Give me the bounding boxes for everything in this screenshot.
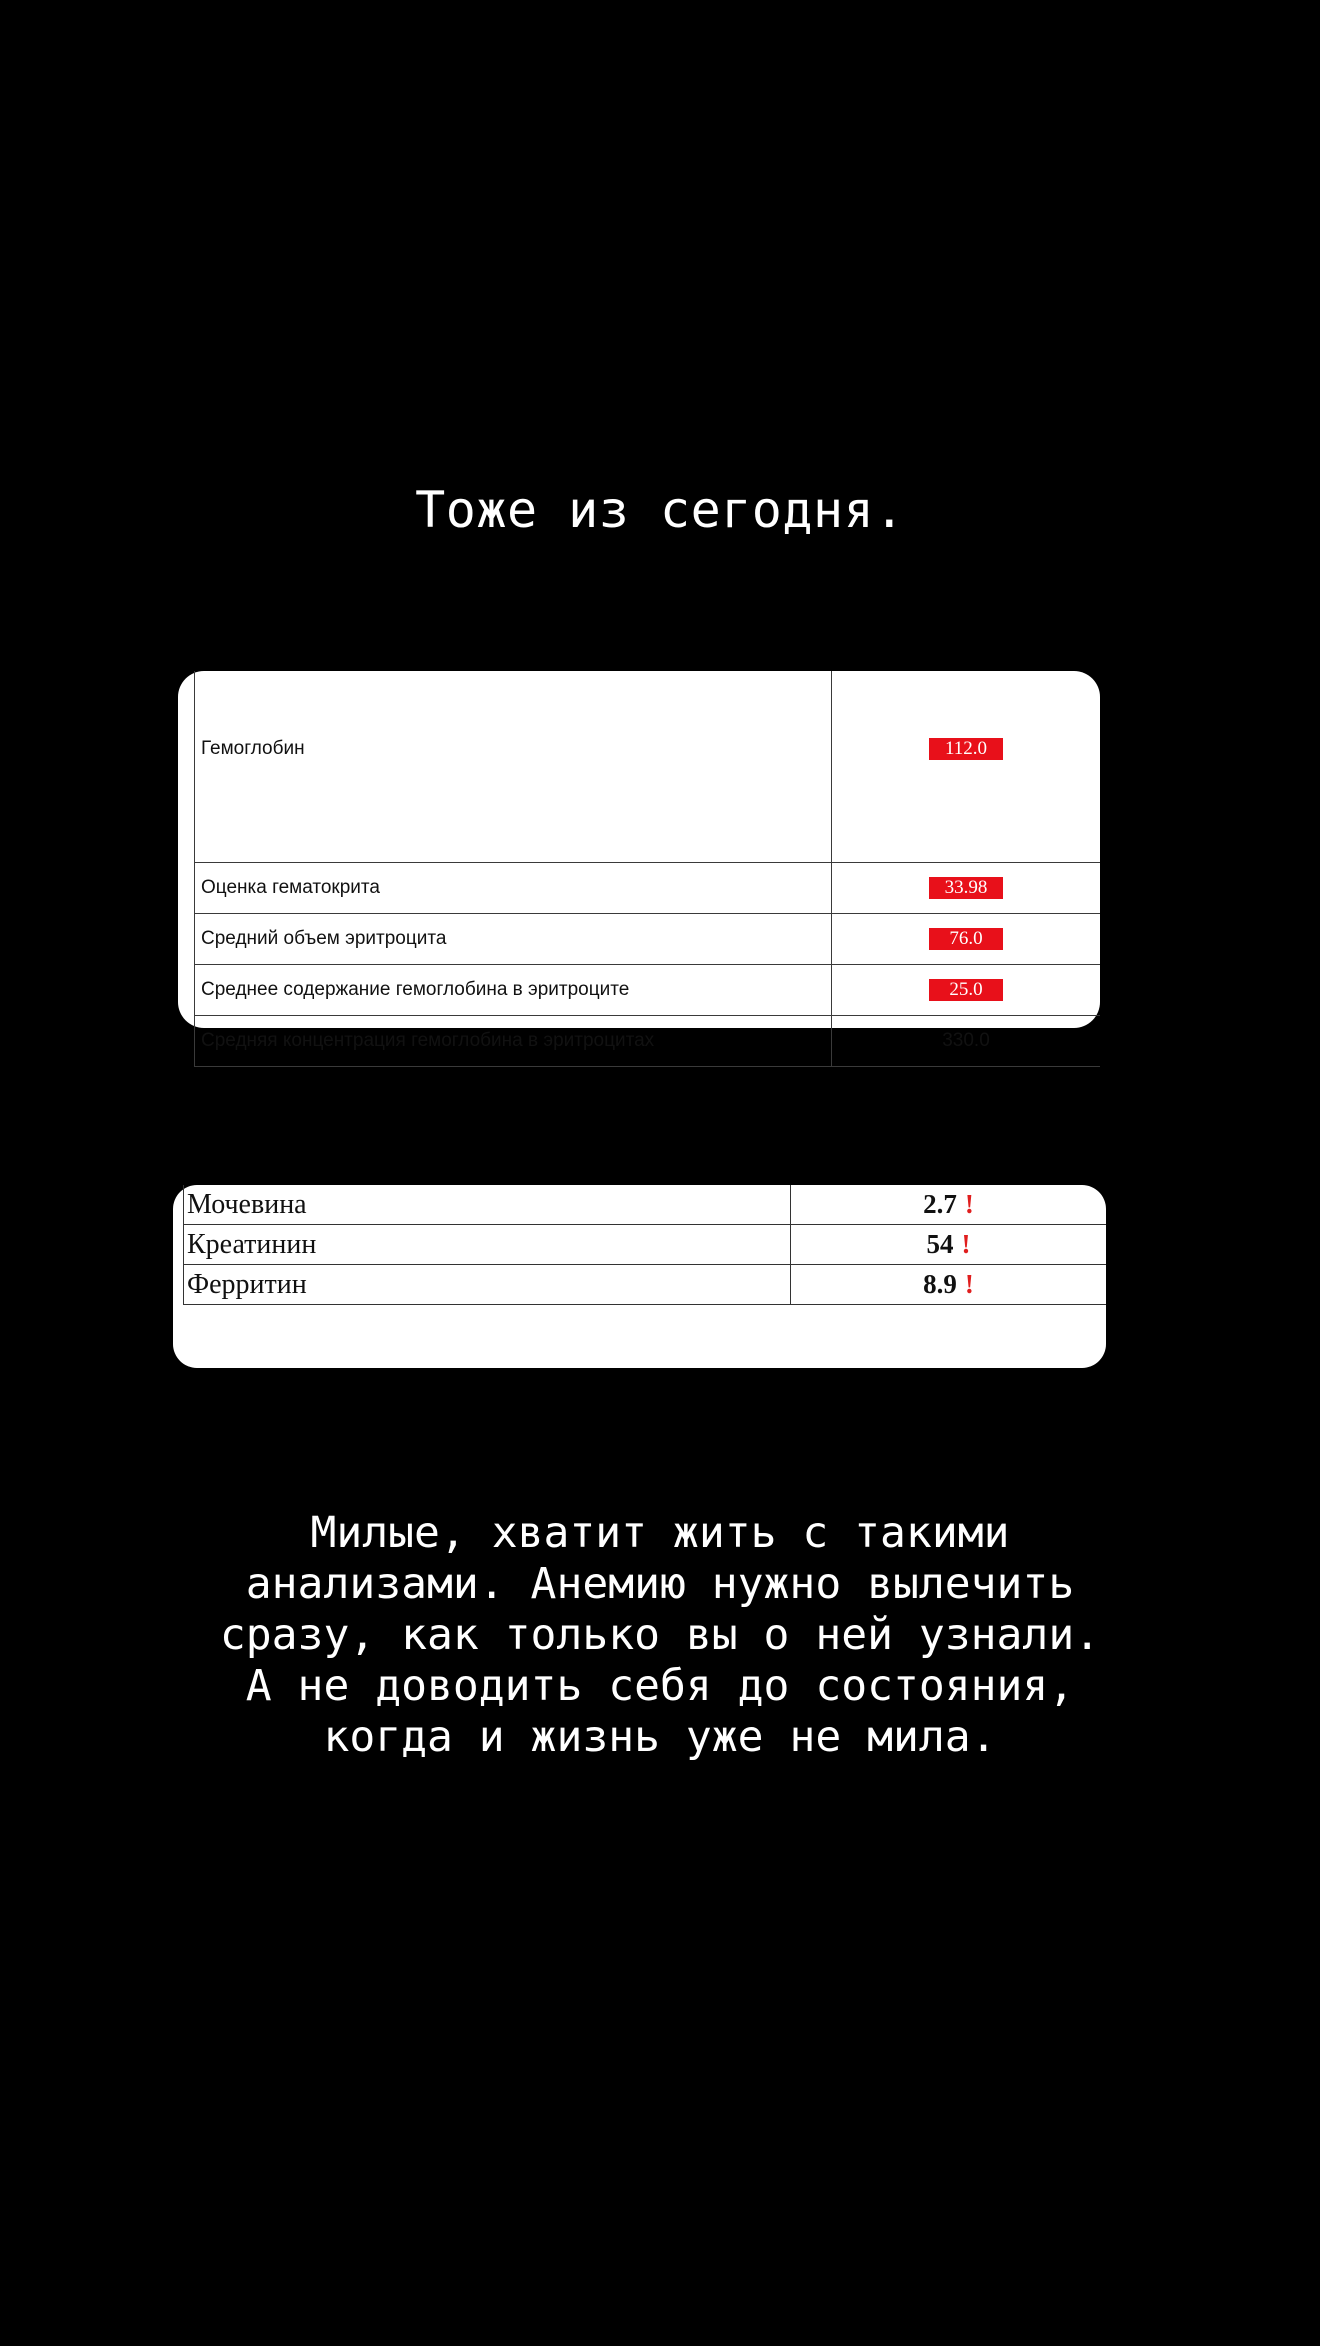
out-of-range-value: 25.0 [929, 979, 1003, 1001]
normal-value: 330.0 [942, 1030, 990, 1051]
test-name: Креатинин [184, 1225, 791, 1265]
test-name: Мочевина [184, 1185, 791, 1225]
table-row [184, 1185, 1107, 1225]
test-value: 8.9 [923, 1269, 957, 1299]
message-line: сразу, как только вы о ней узнали. [219, 1610, 1101, 1660]
test-value-cell [791, 1225, 1107, 1265]
warning-mark: ! [964, 1269, 974, 1299]
test-value-cell [832, 965, 1101, 1016]
biochem-results-card [173, 1185, 1106, 1368]
out-of-range-value: 33.98 [929, 877, 1003, 899]
test-name: Средний объем эритроцита [195, 914, 832, 965]
test-value-cell [832, 863, 1101, 914]
test-value-cell [832, 671, 1101, 863]
test-value: 2.7 [923, 1189, 957, 1219]
table-row [195, 914, 1101, 965]
test-value: 54 [926, 1229, 954, 1259]
test-name: Оценка гематокрита [195, 863, 832, 914]
test-value-cell [791, 1185, 1107, 1225]
message-line: Милые, хватит жить с такими [310, 1508, 1010, 1558]
cbc-results-card [178, 671, 1100, 1051]
table-row [195, 863, 1101, 914]
warning-mark: ! [961, 1229, 971, 1259]
test-value-cell [832, 914, 1101, 965]
test-value-cell [832, 1016, 1101, 1067]
out-of-range-value: 76.0 [929, 928, 1003, 950]
story-caption-title: Тоже из сегодня. [415, 481, 905, 539]
story-message [0, 1508, 1320, 1763]
message-line: А не доводить себя до состояния, [245, 1661, 1075, 1711]
message-line: анализами. Анемию нужно вылечить [245, 1559, 1075, 1609]
table-row [195, 671, 1101, 863]
table-row [195, 965, 1101, 1016]
test-name: Гемоглобин [195, 671, 832, 863]
table-row [195, 1016, 1101, 1067]
message-line: когда и жизнь уже не мила. [323, 1712, 997, 1762]
out-of-range-value: 112.0 [929, 738, 1003, 760]
table-row [184, 1265, 1107, 1305]
test-name: Среднее содержание гемоглобина в эритроците [195, 965, 832, 1016]
warning-mark: ! [964, 1189, 974, 1219]
test-value-cell [791, 1265, 1107, 1305]
biochem-results-table [183, 1185, 1106, 1305]
test-name: Средняя концентрация гемоглобина в эритроцитах [195, 1016, 832, 1067]
cbc-results-table [194, 671, 1100, 1067]
table-row [184, 1225, 1107, 1265]
test-name: Ферритин [184, 1265, 791, 1305]
